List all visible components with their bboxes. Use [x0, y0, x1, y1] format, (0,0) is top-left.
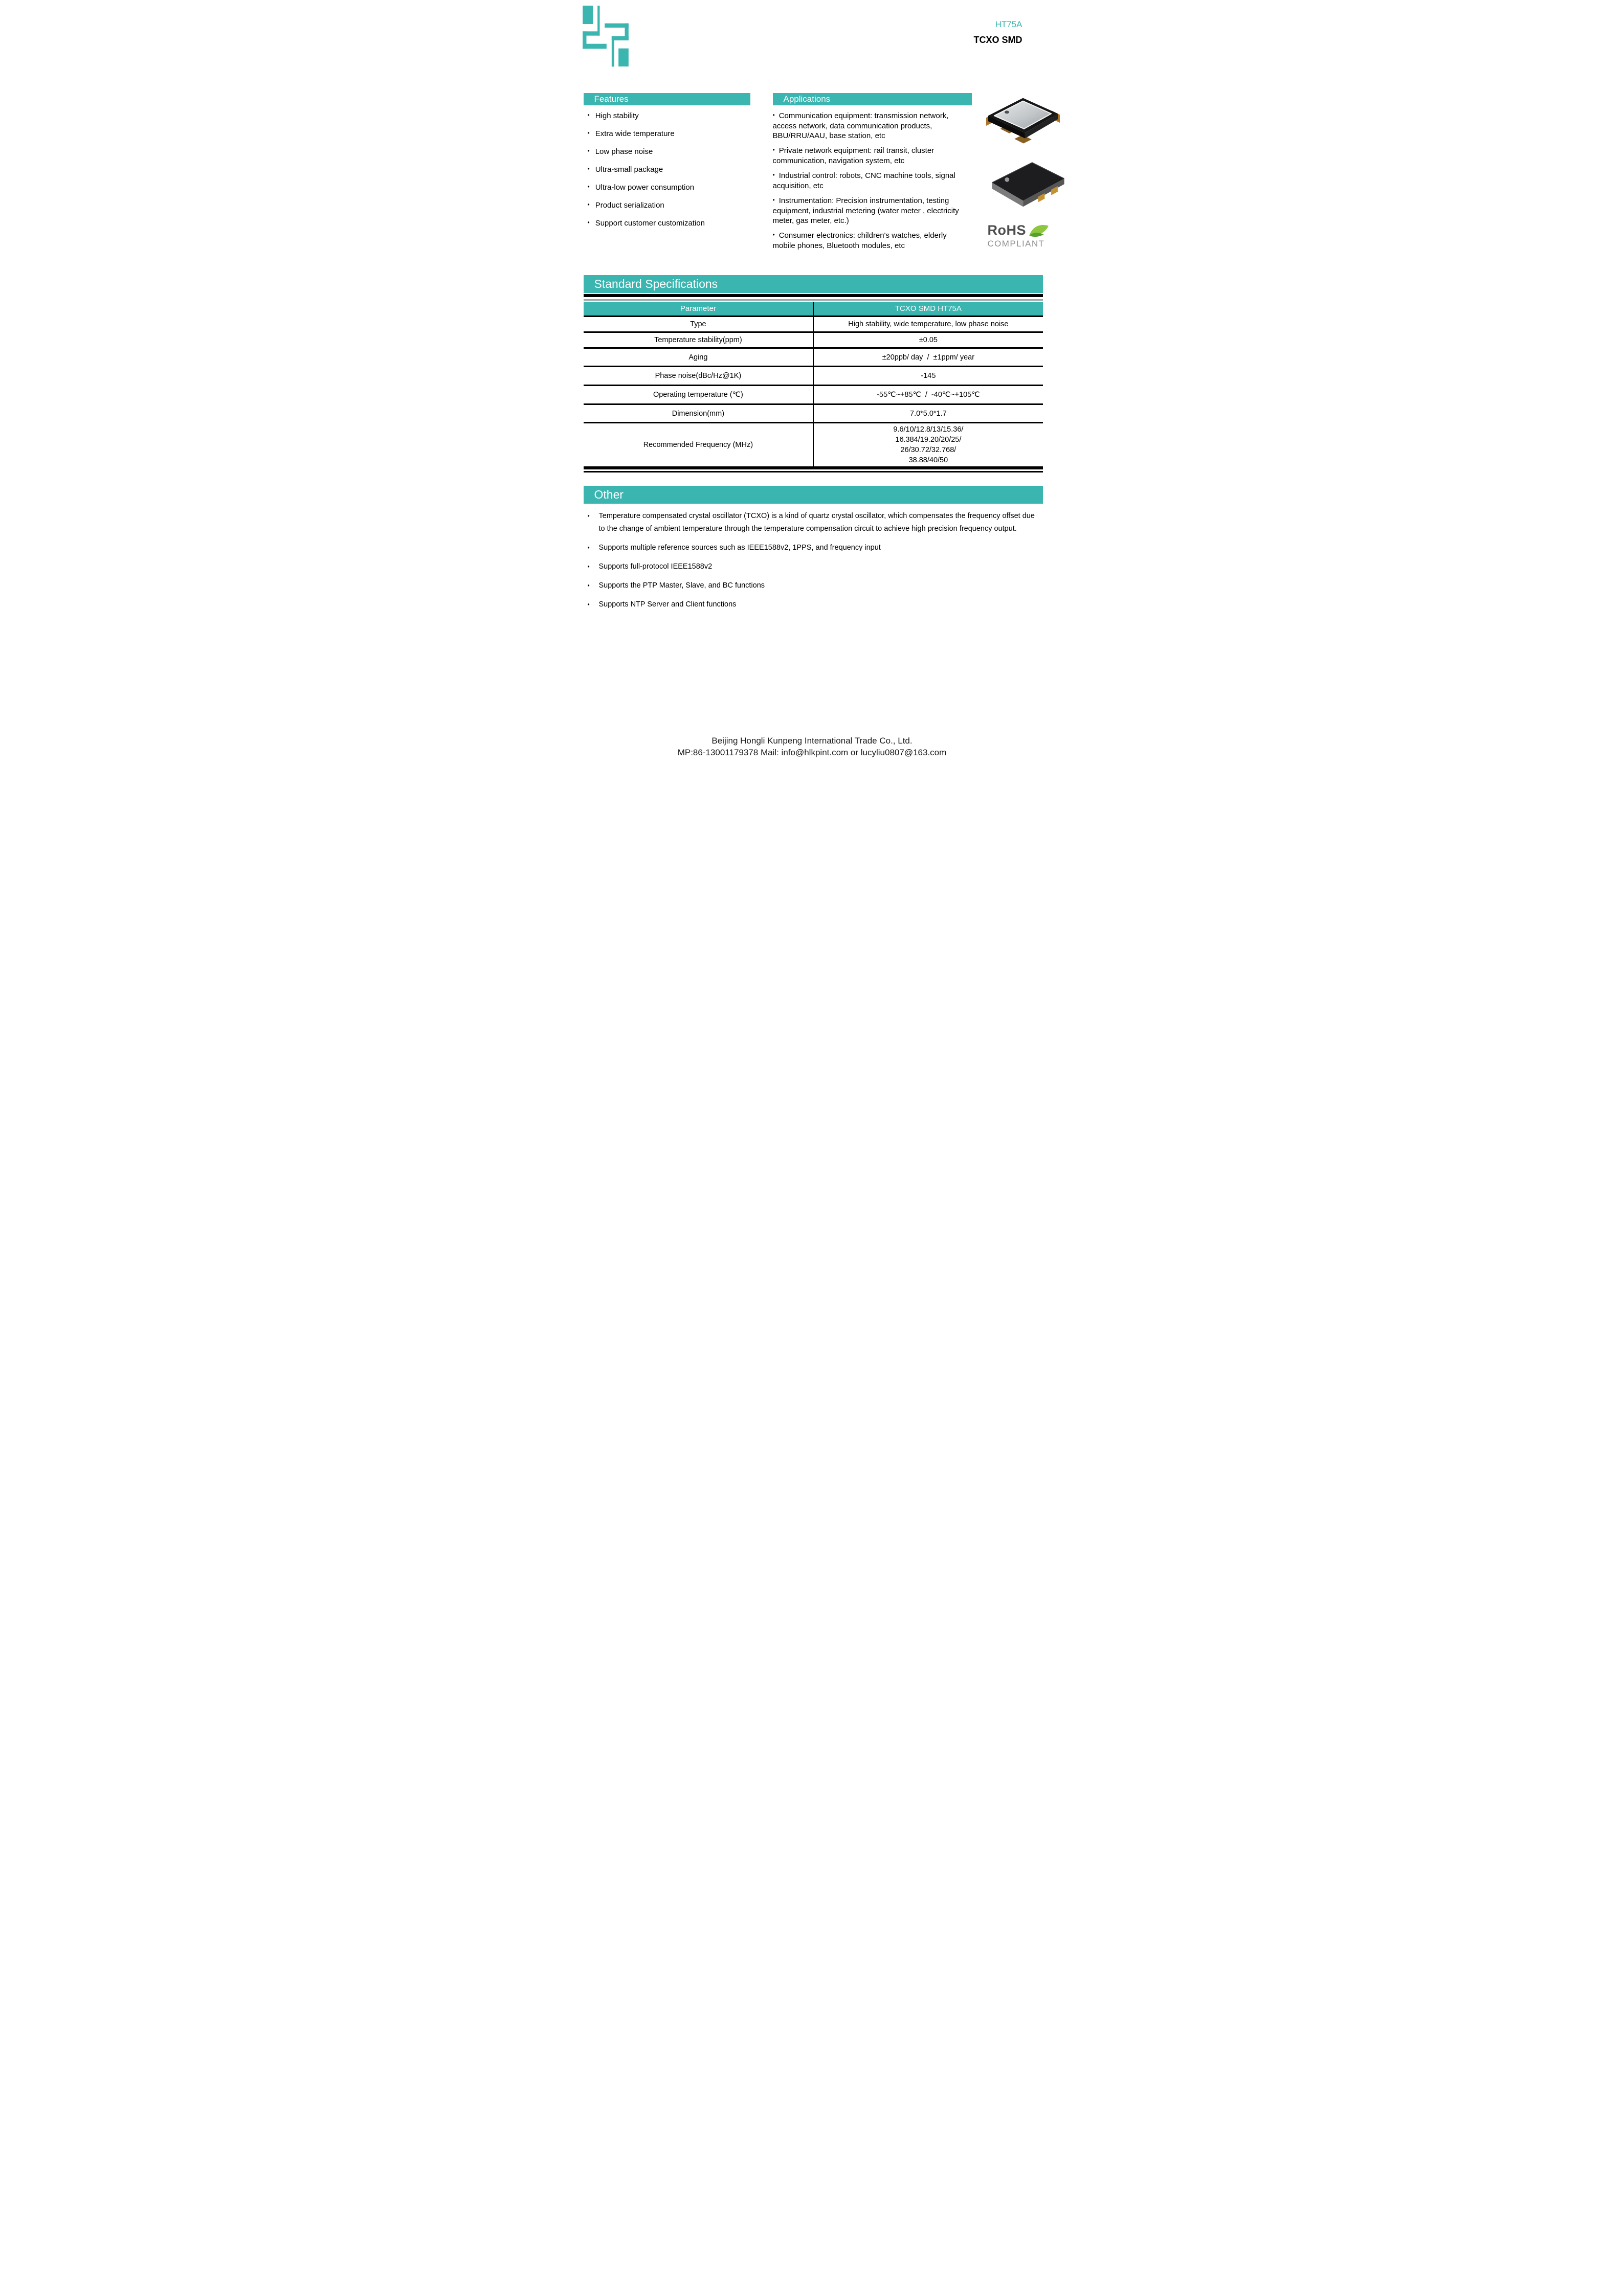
application-item	[773, 146, 960, 166]
rohs-badge-top	[988, 222, 1064, 238]
application-item	[773, 231, 960, 251]
feature-text: High stability	[595, 111, 639, 120]
spec-param: Operating temperature (℃)	[584, 386, 814, 403]
spec-value: -145	[921, 372, 936, 380]
bullet-icon: •	[587, 147, 590, 154]
rohs-badge	[988, 222, 1064, 249]
frequency-line: 26/30.72/32.768/	[900, 446, 956, 454]
bullet-icon: •	[587, 601, 590, 608]
features-header: Features	[584, 93, 750, 105]
smd-package-silver-icon	[985, 95, 1061, 152]
application-item	[773, 196, 960, 226]
spec-col-header-parameter: Parameter	[584, 302, 814, 316]
product-photo-metal-lid	[985, 95, 1061, 155]
bullet-icon: •	[772, 231, 775, 238]
feature-text: Product serialization	[595, 201, 664, 210]
bullet-icon: •	[772, 111, 775, 119]
company-logo-icon	[583, 5, 629, 68]
spec-row-aging	[584, 349, 1043, 366]
smd-package-black-icon	[987, 161, 1069, 214]
spec-row-recommended-frequency	[584, 423, 1043, 466]
feature-item	[588, 129, 750, 139]
other-item	[588, 542, 1043, 554]
bullet-icon: •	[772, 196, 775, 204]
spec-param: Recommended Frequency (MHz)	[584, 423, 814, 466]
brand-block	[973, 19, 1022, 45]
spec-row-type	[584, 317, 1043, 331]
spec-param: Dimension(mm)	[584, 405, 814, 422]
spec-col-header-value: TCXO SMD HT75A	[895, 304, 962, 313]
feature-text: Ultra-small package	[595, 165, 663, 174]
other-text: Supports full-protocol IEEE1588v2	[598, 562, 713, 571]
other-item	[588, 560, 1043, 573]
spec-row-phase-noise	[584, 367, 1043, 385]
other-text: Supports multiple reference sources such as IEEE1588v2, 1PPS, and frequency input	[598, 544, 881, 552]
other-section	[584, 486, 1043, 617]
frequency-line: 16.384/19.20/20/25/	[895, 436, 962, 444]
footer-company-line: Beijing Hongli Kunpeng International Trade Co., Ltd.	[711, 736, 913, 746]
application-item	[773, 171, 960, 191]
frequency-line: 9.6/10/12.8/13/15.36/	[893, 425, 964, 434]
rohs-compliant-text: COMPLIANT	[987, 239, 1045, 249]
feature-text: Ultra-low power consumption	[595, 183, 695, 192]
spec-value: ±20ppb/ day / ±1ppm/ year	[882, 353, 975, 362]
applications-header: Applications	[773, 93, 972, 105]
feature-item	[588, 147, 750, 157]
spec-value-frequency-list	[814, 423, 1042, 466]
other-item	[588, 598, 1043, 611]
divider-line	[584, 299, 1043, 301]
bullet-icon: •	[587, 219, 590, 226]
spec-param: Type	[584, 317, 814, 331]
feature-text: Extra wide temperature	[595, 129, 675, 138]
bullet-icon: •	[587, 183, 590, 190]
feature-item	[588, 218, 750, 229]
feature-item	[588, 111, 750, 121]
features-section	[584, 93, 750, 236]
bullet-icon: •	[587, 544, 590, 551]
table-bottom-line	[584, 471, 1043, 472]
bullet-icon: •	[587, 582, 590, 589]
company-logo	[583, 5, 629, 71]
other-header: Other	[584, 486, 1043, 504]
spec-value: ±0.05	[919, 336, 938, 344]
bullet-icon: •	[772, 146, 775, 153]
feature-text: Support customer customization	[595, 219, 705, 228]
applications-section	[773, 93, 972, 256]
bullet-icon: •	[772, 171, 775, 178]
application-text: Consumer electronics: children's watches, elderly mobile phones, Bluetooth modules, etc	[772, 231, 947, 250]
bullet-icon: •	[587, 512, 590, 520]
page-footer	[542, 735, 1083, 758]
spec-value: High stability, wide temperature, low phase noise	[848, 320, 1009, 328]
spec-row-temperature-stability	[584, 333, 1043, 347]
table-bottom-line	[584, 466, 1043, 469]
features-list	[584, 111, 750, 229]
frequency-line: 38.88/40/50	[908, 456, 948, 464]
specs-header: Standard Specifications	[584, 275, 1043, 293]
application-text: Private network equipment: rail transit, cluster communication, navigation system, etc	[772, 146, 935, 165]
application-text: Instrumentation: Precision instrumentation, testing equipment, industrial metering (water meter , electricity meter, gas meter, etc.)	[772, 196, 959, 225]
datasheet-page	[542, 0, 1083, 766]
spec-param: Phase noise(dBc/Hz@1K)	[584, 367, 814, 385]
spec-table-header-row	[584, 302, 1043, 316]
application-text: Communication equipment: transmission network, access network, data communication products, BBU/RRU/AAU, base station, etc	[772, 111, 949, 140]
feature-item	[588, 165, 750, 175]
application-item	[773, 111, 960, 141]
bullet-icon: •	[587, 201, 590, 208]
divider-line	[584, 294, 1043, 297]
footer-contact-line: MP:86-13001179378 Mail: info@hlkpint.com or lucyliu0807@163.com	[677, 748, 947, 757]
other-list	[584, 510, 1043, 611]
spec-param: Temperature stability(ppm)	[584, 333, 814, 347]
part-number: HT75A	[995, 19, 1022, 29]
other-text: Supports the PTP Master, Slave, and BC functions	[598, 581, 765, 590]
other-text: Supports NTP Server and Client functions	[598, 600, 737, 609]
bullet-icon: •	[587, 129, 590, 137]
bullet-icon: •	[587, 165, 590, 172]
spec-value: -55℃~+85℃ / -40℃~+105℃	[877, 391, 980, 399]
feature-item	[588, 183, 750, 193]
spec-row-dimension	[584, 405, 1043, 422]
bullet-icon: •	[587, 111, 590, 119]
feature-item	[588, 200, 750, 211]
specs-section	[584, 275, 1043, 472]
leaf-icon	[1029, 222, 1050, 238]
application-text: Industrial control: robots, CNC machine tools, signal acquisition, etc	[772, 171, 955, 190]
other-item	[588, 579, 1043, 592]
bullet-icon: •	[587, 563, 590, 570]
spec-row-operating-temperature	[584, 386, 1043, 403]
product-type-title: TCXO SMD	[973, 35, 1022, 45]
other-text: Temperature compensated crystal oscillator (TCXO) is a kind of quartz crystal oscillator, which compensates the frequency offset due to the change of ambient temperature through the temperature compensation circuit to achieve high precision frequency output.	[598, 512, 1035, 533]
feature-text: Low phase noise	[595, 147, 653, 156]
spec-param: Aging	[584, 349, 814, 366]
product-photo-black	[987, 161, 1069, 216]
rohs-text: RoHS	[987, 222, 1026, 238]
other-item	[588, 510, 1043, 535]
spec-value: 7.0*5.0*1.7	[910, 409, 947, 418]
